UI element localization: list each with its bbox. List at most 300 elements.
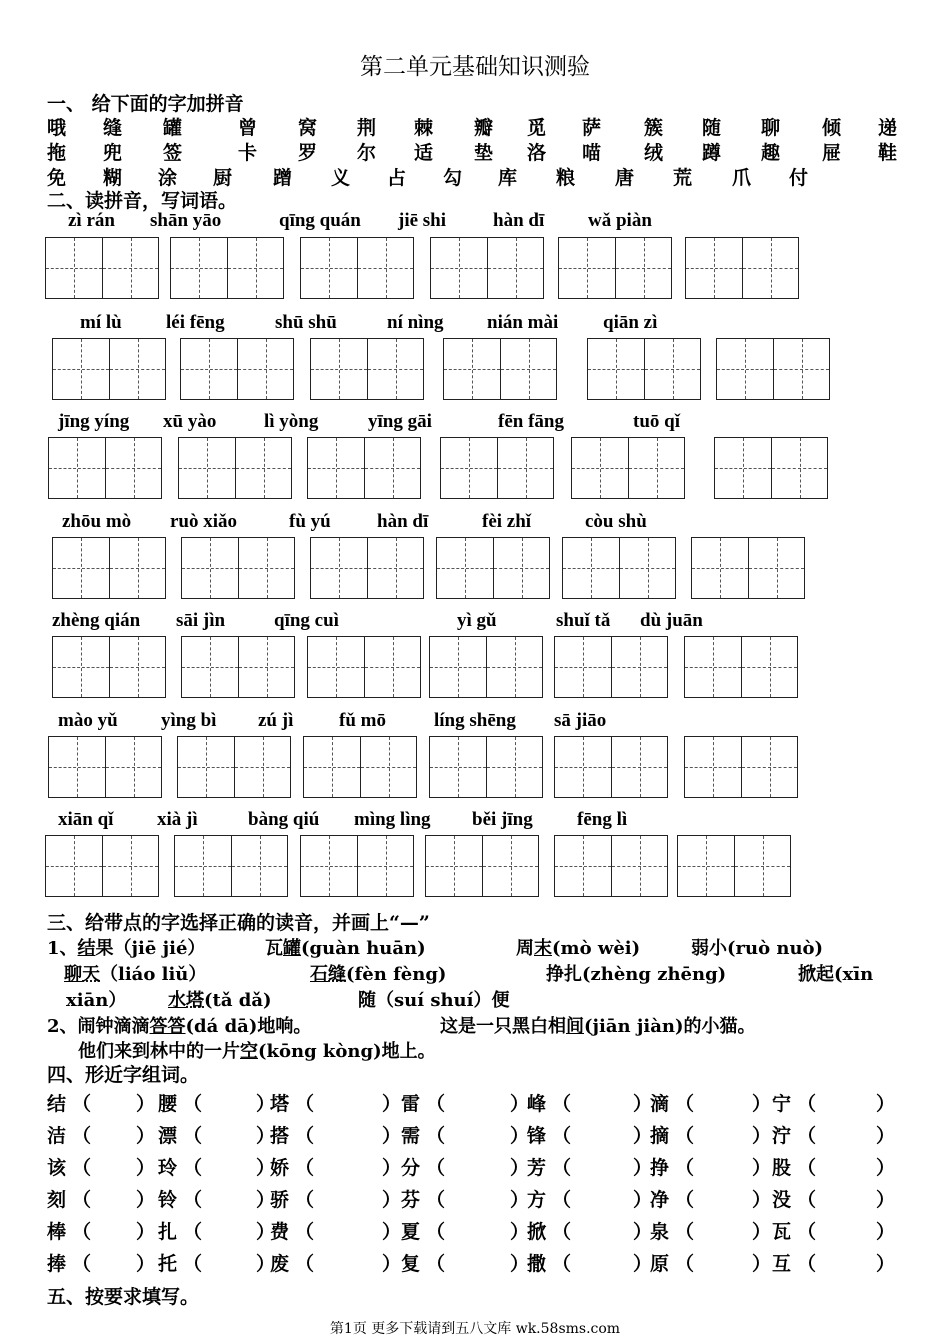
blank-close: ）	[256, 1093, 276, 1115]
char-item: 绒	[644, 142, 664, 164]
grid-cell[interactable]	[686, 238, 742, 298]
char-item: 趣	[761, 142, 781, 164]
blank-close: ）	[633, 1221, 653, 1243]
grid-cell[interactable]	[572, 438, 628, 498]
blank-close: ）	[510, 1125, 530, 1147]
group-char: 互	[772, 1253, 792, 1275]
char-item: 洛	[527, 142, 547, 164]
writing-grid[interactable]	[684, 736, 798, 798]
grid-cell[interactable]	[46, 238, 102, 298]
writing-grid[interactable]	[443, 338, 557, 400]
grid-cell[interactable]	[685, 637, 741, 697]
pinyin-label: bàng qiú	[248, 809, 320, 830]
group-char: 废	[270, 1253, 290, 1275]
q1-item-sui-bian: 随（suí shuí）便	[358, 990, 510, 1011]
writing-grid[interactable]	[571, 437, 685, 499]
writing-grid[interactable]	[685, 237, 799, 299]
char-item: 喵	[582, 142, 602, 164]
blank-close: ）	[876, 1221, 896, 1243]
blank-open[interactable]: （	[552, 1221, 572, 1243]
grid-cell[interactable]	[430, 737, 486, 797]
writing-grid[interactable]	[587, 338, 701, 400]
blank-open[interactable]: （	[797, 1125, 817, 1147]
grid-cell[interactable]	[741, 737, 797, 797]
blank-close: ）	[876, 1125, 896, 1147]
blank-close: ）	[633, 1125, 653, 1147]
pinyin-label: hàn dī	[493, 210, 545, 231]
grid-cell[interactable]	[53, 538, 109, 598]
blank-open[interactable]: （	[426, 1157, 446, 1179]
blank-close: ）	[256, 1221, 276, 1243]
pinyin-label: zì rán	[68, 210, 115, 231]
grid-cell[interactable]	[486, 637, 542, 697]
blank-open[interactable]: （	[426, 1221, 446, 1243]
char-item: 垫	[474, 142, 494, 164]
char-item: 罗	[298, 142, 318, 164]
grid-cell[interactable]	[182, 538, 238, 598]
blank-close: ）	[633, 1189, 653, 1211]
group-char: 搭	[270, 1125, 290, 1147]
grid-cell[interactable]	[588, 339, 644, 399]
question-1-line-1: 1、结果（jiē jié）	[47, 938, 206, 959]
group-char: 娇	[270, 1157, 290, 1179]
writing-grid[interactable]	[562, 537, 676, 599]
pinyin-label: lì yòng	[264, 411, 319, 432]
blank-close: ）	[136, 1221, 156, 1243]
grid-cell[interactable]	[555, 637, 611, 697]
pinyin-label: wǎ piàn	[588, 210, 652, 231]
group-char: 方	[527, 1189, 547, 1211]
grid-cell[interactable]	[301, 238, 357, 298]
group-char: 锋	[527, 1125, 547, 1147]
char-item: 屉	[822, 142, 842, 164]
char-item: 递	[878, 117, 898, 139]
writing-grid[interactable]	[554, 835, 668, 897]
blank-open[interactable]: （	[426, 1189, 446, 1211]
blank-open[interactable]: （	[426, 1253, 446, 1275]
writing-grid[interactable]	[170, 237, 284, 299]
blank-close: ）	[876, 1093, 896, 1115]
writing-grid[interactable]	[177, 736, 291, 798]
grid-cell[interactable]	[734, 836, 790, 896]
char-item: 萨	[582, 117, 602, 139]
group-char: 净	[650, 1189, 670, 1211]
writing-grid[interactable]	[440, 437, 554, 499]
pinyin-label: yì gǔ	[457, 610, 497, 631]
blank-open[interactable]: （	[72, 1157, 92, 1179]
writing-grid[interactable]	[554, 636, 668, 698]
blank-open[interactable]: （	[295, 1221, 315, 1243]
writing-grid[interactable]	[303, 736, 417, 798]
blank-open[interactable]: （	[72, 1189, 92, 1211]
pinyin-label: qīng quán	[279, 210, 361, 231]
char-item: 签	[163, 142, 183, 164]
blank-open[interactable]: （	[426, 1093, 446, 1115]
q1-item-shui-ta: 水塔(tǎ dǎ)	[168, 990, 272, 1011]
writing-grid[interactable]	[429, 636, 543, 698]
grid-cell[interactable]	[227, 238, 283, 298]
grid-cell[interactable]	[611, 637, 667, 697]
char-item: 哦	[47, 117, 67, 139]
blank-open[interactable]: （	[183, 1157, 203, 1179]
grid-cell[interactable]	[234, 737, 290, 797]
q1-item-xian-qi: 掀起(xīn	[798, 964, 874, 985]
blank-open[interactable]: （	[552, 1253, 572, 1275]
grid-cell[interactable]	[497, 438, 553, 498]
char-item: 蹭	[273, 167, 293, 189]
blank-close: ）	[510, 1157, 530, 1179]
q1-item-shi-feng: 石缝(fèn fèng)	[310, 964, 447, 985]
grid-cell[interactable]	[773, 339, 829, 399]
writing-grid[interactable]	[307, 636, 421, 698]
writing-grid[interactable]	[307, 437, 421, 499]
grid-cell[interactable]	[430, 637, 486, 697]
writing-grid[interactable]	[178, 437, 292, 499]
grid-cell[interactable]	[500, 339, 556, 399]
grid-cell[interactable]	[741, 637, 797, 697]
blank-close: ）	[510, 1253, 530, 1275]
char-item: 糊	[103, 167, 123, 189]
blank-open[interactable]: （	[72, 1093, 92, 1115]
pinyin-label: qiān zì	[603, 312, 658, 333]
blank-open[interactable]: （	[183, 1253, 203, 1275]
grid-cell[interactable]	[615, 238, 671, 298]
grid-cell[interactable]	[555, 836, 611, 896]
blank-close: ）	[256, 1253, 276, 1275]
writing-grid[interactable]	[716, 338, 830, 400]
grid-cell[interactable]	[486, 737, 542, 797]
blank-open[interactable]: （	[72, 1221, 92, 1243]
grid-cell[interactable]	[181, 339, 237, 399]
group-char: 没	[772, 1189, 792, 1211]
pinyin-label: mìng lìng	[354, 809, 431, 830]
blank-open[interactable]: （	[295, 1253, 315, 1275]
blank-open[interactable]: （	[295, 1189, 315, 1211]
pinyin-label: jīng yíng	[58, 411, 130, 432]
group-char: 洁	[47, 1125, 67, 1147]
blank-open[interactable]: （	[675, 1221, 695, 1243]
pinyin-label: fǔ mō	[339, 710, 386, 731]
blank-close: ）	[382, 1157, 402, 1179]
blank-close: ）	[752, 1093, 772, 1115]
page-title: 第二单元基础知识测验	[360, 54, 590, 80]
pinyin-label: fēn fāng	[498, 411, 564, 432]
writing-grid[interactable]	[691, 537, 805, 599]
blank-open[interactable]: （	[675, 1093, 695, 1115]
q1-item-xian-qi-cont: xiān）	[66, 990, 127, 1011]
group-char: 结	[47, 1093, 67, 1115]
writing-grid[interactable]	[554, 736, 668, 798]
grid-cell[interactable]	[238, 538, 294, 598]
grid-cell[interactable]	[304, 737, 360, 797]
grid-cell[interactable]	[49, 737, 105, 797]
group-char: 雷	[401, 1093, 421, 1115]
grid-cell[interactable]	[717, 339, 773, 399]
grid-cell[interactable]	[308, 637, 364, 697]
grid-cell[interactable]	[235, 438, 291, 498]
blank-close: ）	[256, 1125, 276, 1147]
grid-cell[interactable]	[231, 836, 287, 896]
grid-cell[interactable]	[771, 438, 827, 498]
blank-open[interactable]: （	[552, 1093, 572, 1115]
blank-close: ）	[136, 1189, 156, 1211]
blank-open[interactable]: （	[183, 1125, 203, 1147]
group-char: 掀	[527, 1221, 547, 1243]
char-item: 荒	[673, 167, 693, 189]
grid-cell[interactable]	[109, 538, 165, 598]
grid-cell[interactable]	[109, 339, 165, 399]
blank-open[interactable]: （	[675, 1157, 695, 1179]
char-item: 尔	[357, 142, 377, 164]
grid-cell[interactable]	[102, 238, 158, 298]
writing-grid[interactable]	[310, 338, 424, 400]
writing-grid[interactable]	[429, 736, 543, 798]
writing-grid[interactable]	[52, 338, 166, 400]
char-item: 付	[789, 167, 809, 189]
grid-cell[interactable]	[611, 737, 667, 797]
char-item: 瓣	[474, 117, 494, 139]
pinyin-label: mí lù	[80, 312, 122, 333]
group-char: 宁	[772, 1093, 792, 1115]
char-item: 罐	[163, 117, 183, 139]
grid-cell[interactable]	[692, 538, 748, 598]
grid-cell[interactable]	[301, 836, 357, 896]
grid-cell[interactable]	[367, 339, 423, 399]
blank-open[interactable]: （	[183, 1221, 203, 1243]
writing-grid[interactable]	[45, 835, 159, 897]
grid-cell[interactable]	[171, 238, 227, 298]
q1-item-zheng-zha: 挣扎(zhèng zhēng)	[546, 964, 727, 985]
group-char: 棒	[47, 1221, 67, 1243]
grid-cell[interactable]	[493, 538, 549, 598]
writing-grid[interactable]	[45, 237, 159, 299]
grid-cell[interactable]	[555, 737, 611, 797]
pinyin-label: dù juān	[640, 610, 703, 631]
pinyin-label: líng shēng	[434, 710, 516, 731]
grid-cell[interactable]	[182, 637, 238, 697]
grid-cell[interactable]	[482, 836, 538, 896]
blank-open[interactable]: （	[183, 1189, 203, 1211]
grid-cell[interactable]	[237, 339, 293, 399]
blank-close: ）	[510, 1221, 530, 1243]
grid-cell[interactable]	[619, 538, 675, 598]
writing-grid[interactable]	[48, 736, 162, 798]
group-char: 骄	[270, 1189, 290, 1211]
grid-cell[interactable]	[308, 438, 364, 498]
pinyin-label: ní nìng	[387, 312, 444, 333]
grid-cell[interactable]	[53, 637, 109, 697]
grid-cell[interactable]	[715, 438, 771, 498]
grid-cell[interactable]	[628, 438, 684, 498]
blank-close: ）	[382, 1093, 402, 1115]
grid-cell[interactable]	[441, 438, 497, 498]
writing-grid[interactable]	[425, 835, 539, 897]
blank-open[interactable]: （	[675, 1189, 695, 1211]
grid-cell[interactable]	[685, 737, 741, 797]
char-item: 勾	[443, 167, 463, 189]
pinyin-label: shuǐ tǎ	[556, 610, 611, 631]
grid-cell[interactable]	[437, 538, 493, 598]
writing-grid[interactable]	[52, 537, 166, 599]
grid-cell[interactable]	[109, 637, 165, 697]
blank-open[interactable]: （	[675, 1125, 695, 1147]
char-item: 库	[498, 167, 518, 189]
writing-grid[interactable]	[300, 237, 414, 299]
blank-close: ）	[876, 1157, 896, 1179]
writing-grid[interactable]	[310, 537, 424, 599]
section-5-heading: 五、按要求填写。	[47, 1286, 200, 1308]
pinyin-label: yìng bì	[161, 710, 217, 731]
grid-cell[interactable]	[105, 438, 161, 498]
grid-cell[interactable]	[178, 737, 234, 797]
blank-open[interactable]: （	[552, 1157, 572, 1179]
blank-open[interactable]: （	[552, 1125, 572, 1147]
char-item: 爪	[732, 167, 752, 189]
group-char: 刻	[47, 1189, 67, 1211]
blank-open[interactable]: （	[797, 1189, 817, 1211]
char-item: 窝	[298, 117, 318, 139]
group-char: 托	[158, 1253, 178, 1275]
grid-cell[interactable]	[364, 637, 420, 697]
writing-grid[interactable]	[181, 537, 295, 599]
blank-close: ）	[382, 1221, 402, 1243]
pinyin-label: nián mài	[487, 312, 559, 333]
grid-cell[interactable]	[46, 836, 102, 896]
grid-cell[interactable]	[426, 836, 482, 896]
group-char: 芳	[527, 1157, 547, 1179]
blank-close: ）	[752, 1189, 772, 1211]
group-char: 腰	[158, 1093, 178, 1115]
char-item: 免	[47, 167, 67, 189]
writing-grid[interactable]	[684, 636, 798, 698]
group-char: 捧	[47, 1253, 67, 1275]
grid-cell[interactable]	[49, 438, 105, 498]
pinyin-label: còu shù	[585, 511, 647, 532]
pinyin-label: sāi jìn	[176, 610, 226, 631]
writing-grid[interactable]	[677, 835, 791, 897]
grid-cell[interactable]	[678, 836, 734, 896]
grid-cell[interactable]	[175, 836, 231, 896]
blank-open[interactable]: （	[797, 1221, 817, 1243]
blank-open[interactable]: （	[797, 1253, 817, 1275]
char-item: 荆	[357, 117, 377, 139]
pinyin-label: xià jì	[157, 809, 198, 830]
group-char: 泞	[772, 1125, 792, 1147]
blank-open[interactable]: （	[72, 1125, 92, 1147]
blank-close: ）	[510, 1189, 530, 1211]
writing-grid[interactable]	[181, 636, 295, 698]
grid-cell[interactable]	[611, 836, 667, 896]
group-char: 原	[650, 1253, 670, 1275]
pinyin-label: yīng gāi	[368, 411, 432, 432]
blank-open[interactable]: （	[295, 1125, 315, 1147]
grid-cell[interactable]	[748, 538, 804, 598]
grid-cell[interactable]	[311, 339, 367, 399]
blank-open[interactable]: （	[797, 1093, 817, 1115]
grid-cell[interactable]	[444, 339, 500, 399]
blank-close: ）	[752, 1221, 772, 1243]
char-item: 曾	[238, 117, 258, 139]
writing-grid[interactable]	[430, 237, 544, 299]
pinyin-label: sā jiāo	[554, 710, 607, 731]
q1-item-ruo-xiao: 弱小(ruò nuò)	[691, 938, 824, 959]
blank-close: ）	[876, 1253, 896, 1275]
writing-grid[interactable]	[300, 835, 414, 897]
q2-item-kong-di: 他们来到林中的一片空(kōng kòng)地上。	[78, 1041, 436, 1062]
grid-cell[interactable]	[357, 238, 413, 298]
pinyin-label: zú jì	[258, 710, 294, 731]
pinyin-label: zhèng qián	[52, 610, 141, 631]
pinyin-label: fēng lì	[577, 809, 628, 830]
blank-close: ）	[752, 1125, 772, 1147]
section-4-heading: 四、形近字组词。	[47, 1064, 200, 1086]
blank-close: ）	[256, 1157, 276, 1179]
grid-cell[interactable]	[102, 836, 158, 896]
blank-open[interactable]: （	[797, 1157, 817, 1179]
char-item: 涂	[158, 167, 178, 189]
writing-grid[interactable]	[180, 338, 294, 400]
group-char: 芬	[401, 1189, 421, 1211]
group-char: 复	[401, 1253, 421, 1275]
grid-cell[interactable]	[105, 737, 161, 797]
group-char: 分	[401, 1157, 421, 1179]
grid-cell[interactable]	[179, 438, 235, 498]
writing-grid[interactable]	[48, 437, 162, 499]
blank-open[interactable]: （	[675, 1253, 695, 1275]
blank-close: ）	[876, 1189, 896, 1211]
blank-open[interactable]: （	[183, 1093, 203, 1115]
grid-cell[interactable]	[431, 238, 487, 298]
group-char: 费	[270, 1221, 290, 1243]
writing-grid[interactable]	[174, 835, 288, 897]
blank-open[interactable]: （	[295, 1093, 315, 1115]
pinyin-label: xū yào	[163, 411, 217, 432]
grid-cell[interactable]	[742, 238, 798, 298]
blank-close: ）	[256, 1189, 276, 1211]
blank-close: ）	[382, 1125, 402, 1147]
char-item: 鞋	[878, 142, 898, 164]
grid-cell[interactable]	[360, 737, 416, 797]
writing-grid[interactable]	[558, 237, 672, 299]
grid-cell[interactable]	[644, 339, 700, 399]
char-item: 占	[387, 167, 407, 189]
grid-cell[interactable]	[364, 438, 420, 498]
pinyin-label: zhōu mò	[62, 511, 132, 532]
grid-cell[interactable]	[487, 238, 543, 298]
grid-cell[interactable]	[311, 538, 367, 598]
blank-close: ）	[752, 1253, 772, 1275]
writing-grid[interactable]	[436, 537, 550, 599]
blank-open[interactable]: （	[72, 1253, 92, 1275]
grid-cell[interactable]	[53, 339, 109, 399]
grid-cell[interactable]	[563, 538, 619, 598]
group-char: 漂	[158, 1125, 178, 1147]
blank-close: ）	[136, 1125, 156, 1147]
blank-open[interactable]: （	[552, 1189, 572, 1211]
blank-open[interactable]: （	[426, 1125, 446, 1147]
grid-cell[interactable]	[559, 238, 615, 298]
writing-grid[interactable]	[52, 636, 166, 698]
pinyin-label: běi jīng	[472, 809, 533, 830]
pinyin-label: qīng cuì	[274, 610, 339, 631]
grid-cell[interactable]	[367, 538, 423, 598]
grid-cell[interactable]	[238, 637, 294, 697]
writing-grid[interactable]	[714, 437, 828, 499]
blank-open[interactable]: （	[295, 1157, 315, 1179]
char-item: 厨	[213, 167, 233, 189]
grid-cell[interactable]	[357, 836, 413, 896]
char-item: 聊	[761, 117, 781, 139]
